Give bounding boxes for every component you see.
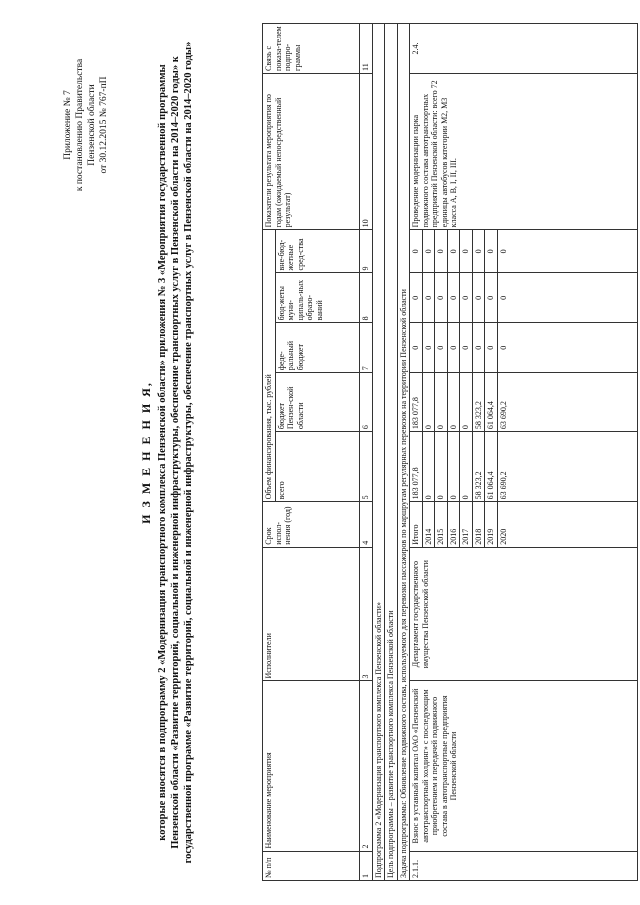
extra-cell: 0 bbox=[447, 230, 460, 273]
row-executor: Департамент государственного имущества Пензенской области bbox=[410, 547, 638, 681]
federal-cell: 0 bbox=[460, 323, 473, 373]
regional-cell: 63 690,2 bbox=[497, 373, 637, 432]
appendix-line: к постановлению Правительства bbox=[75, 58, 85, 192]
municipal-cell: 0 bbox=[472, 273, 485, 323]
year-cell: 2019 bbox=[485, 502, 498, 547]
regional-cell: 183 077,8 bbox=[410, 373, 423, 432]
year-cell: 2020 bbox=[497, 502, 637, 547]
table-row bbox=[410, 24, 423, 881]
column-number: 3 bbox=[359, 547, 372, 681]
subprogram-title: Подпрограмма 2 «Модернизация транспортного комплекса Пензенской области» bbox=[372, 24, 385, 881]
task-row bbox=[397, 24, 410, 881]
col-indicators-header: Показатели результата мероприятия по годам (ожидаемый непосредственный результат) bbox=[263, 73, 360, 229]
col-extra-header: вне-бюд-жетные сред-ства bbox=[275, 230, 359, 273]
regional-cell: 61 064,4 bbox=[485, 373, 498, 432]
document-title bbox=[140, 40, 195, 865]
col-regional-header: бюджет Пензен-ской области bbox=[275, 373, 359, 432]
extra-cell: 0 bbox=[460, 230, 473, 273]
task-text: Задача подпрограммы: Обновление подвижного состава, используемого для перевозки пассажиров по маршрутам регулярных перевозок на территории Пензенской области bbox=[397, 24, 410, 881]
municipal-cell: 0 bbox=[497, 273, 637, 323]
column-number: 2 bbox=[359, 681, 372, 851]
header-row bbox=[263, 24, 276, 881]
title-heading: И З М Е Н Е Н И Я, bbox=[139, 381, 153, 524]
year-cell: 2014 bbox=[422, 502, 435, 547]
col-name-header: Наименование мероприятия bbox=[263, 681, 360, 851]
col-executors-header: Исполнители bbox=[263, 547, 360, 681]
row-name: Взнос в уставный капитал ОАО «Пензенский автотранспортный холдинг» с последующим приобретением и передачей подвижного состава в автотранспортные предприятия Пензенской области bbox=[410, 681, 638, 851]
federal-cell: 0 bbox=[485, 323, 498, 373]
row-indicator: Проведение модернизации парка подвижного состава автотранспортных предприятий Пензенской области: всего 72 единицы автобусов категории М2, М3 класса А, В, I, II, III. bbox=[410, 73, 638, 229]
total-cell: 61 064,4 bbox=[485, 432, 498, 502]
extra-cell: 0 bbox=[410, 230, 423, 273]
year-cell: 2017 bbox=[460, 502, 473, 547]
total-cell: 0 bbox=[435, 432, 448, 502]
title-body: которые вносятся в подпрограмму 2 «Модернизация транспортного комплекса Пензенской области» приложения № 3 «Мероприятия государственной программы Пензенской области «Развитие территорий, социальной и инженерной инфраструктуры, обеспечение транспортных услуг в Пензенской области на 2014–2020 годы» к государственной программе «Развитие территорий, социальной и инженерной инфраструктуры, обеспечение транспортных услуг в Пензенской области на 2014–2020 годы» bbox=[157, 41, 194, 864]
year-cell: 2018 bbox=[472, 502, 485, 547]
year-cell: 2016 bbox=[447, 502, 460, 547]
municipal-cell: 0 bbox=[422, 273, 435, 323]
column-number: 8 bbox=[359, 273, 372, 323]
federal-cell: 0 bbox=[472, 323, 485, 373]
total-cell: 58 323,2 bbox=[472, 432, 485, 502]
extra-cell: 0 bbox=[497, 230, 637, 273]
col-municipal-header: бюд-жеты муни-ципаль-ных образо-ваний bbox=[275, 273, 359, 323]
regional-cell: 58 323,2 bbox=[472, 373, 485, 432]
col-num-header: № п/п bbox=[263, 851, 360, 880]
total-cell: 0 bbox=[460, 432, 473, 502]
municipal-cell: 0 bbox=[447, 273, 460, 323]
federal-cell: 0 bbox=[497, 323, 637, 373]
municipal-cell: 0 bbox=[435, 273, 448, 323]
column-number: 1 bbox=[359, 851, 372, 880]
regional-cell: 0 bbox=[460, 373, 473, 432]
appendix-line: от 30.12.2015 № 767-пП bbox=[99, 76, 109, 174]
municipal-cell: 0 bbox=[485, 273, 498, 323]
column-number: 10 bbox=[359, 73, 372, 229]
year-cell: Итого bbox=[410, 502, 423, 547]
column-number: 4 bbox=[359, 502, 372, 547]
total-cell: 183 077,8 bbox=[410, 432, 423, 502]
column-number: 7 bbox=[359, 323, 372, 373]
federal-cell: 0 bbox=[447, 323, 460, 373]
extra-cell: 0 bbox=[435, 230, 448, 273]
year-cell: 2015 bbox=[435, 502, 448, 547]
column-number: 6 bbox=[359, 373, 372, 432]
appendix-line: Пензенской области bbox=[87, 84, 97, 166]
column-number: 5 bbox=[359, 432, 372, 502]
goal-row bbox=[385, 24, 398, 881]
federal-cell: 0 bbox=[422, 323, 435, 373]
col-total-header: всего bbox=[275, 432, 359, 502]
federal-cell: 0 bbox=[435, 323, 448, 373]
col-link-header: Связь с показа-телем подпро-граммы bbox=[263, 24, 360, 74]
regional-cell: 0 bbox=[422, 373, 435, 432]
goal-text: Цель подпрограммы – развитие транспортного комплекса Пензенской области bbox=[385, 24, 398, 881]
appendix-block bbox=[62, 30, 110, 220]
column-number-row bbox=[359, 24, 372, 881]
regional-cell: 0 bbox=[447, 373, 460, 432]
total-cell: 0 bbox=[422, 432, 435, 502]
total-cell: 0 bbox=[447, 432, 460, 502]
extra-cell: 0 bbox=[422, 230, 435, 273]
col-federal-header: феде-ральный бюджет bbox=[275, 323, 359, 373]
col-funding-header: Объем финансирования, тыс. рублей bbox=[263, 230, 276, 502]
column-number: 11 bbox=[359, 24, 372, 74]
column-number: 9 bbox=[359, 230, 372, 273]
subprogram-row bbox=[372, 24, 385, 881]
extra-cell: 0 bbox=[472, 230, 485, 273]
extra-cell: 0 bbox=[485, 230, 498, 273]
municipal-cell: 0 bbox=[460, 273, 473, 323]
municipal-cell: 0 bbox=[410, 273, 423, 323]
row-num: 2.1.1. bbox=[410, 851, 638, 880]
total-cell: 63 690,2 bbox=[497, 432, 637, 502]
regional-cell: 0 bbox=[435, 373, 448, 432]
measures-table bbox=[262, 23, 638, 881]
appendix-line: Приложение № 7 bbox=[63, 90, 73, 160]
federal-cell: 0 bbox=[410, 323, 423, 373]
row-link: 2.4. bbox=[410, 24, 638, 74]
col-term-header: Срок испол-нения (год) bbox=[263, 502, 360, 547]
